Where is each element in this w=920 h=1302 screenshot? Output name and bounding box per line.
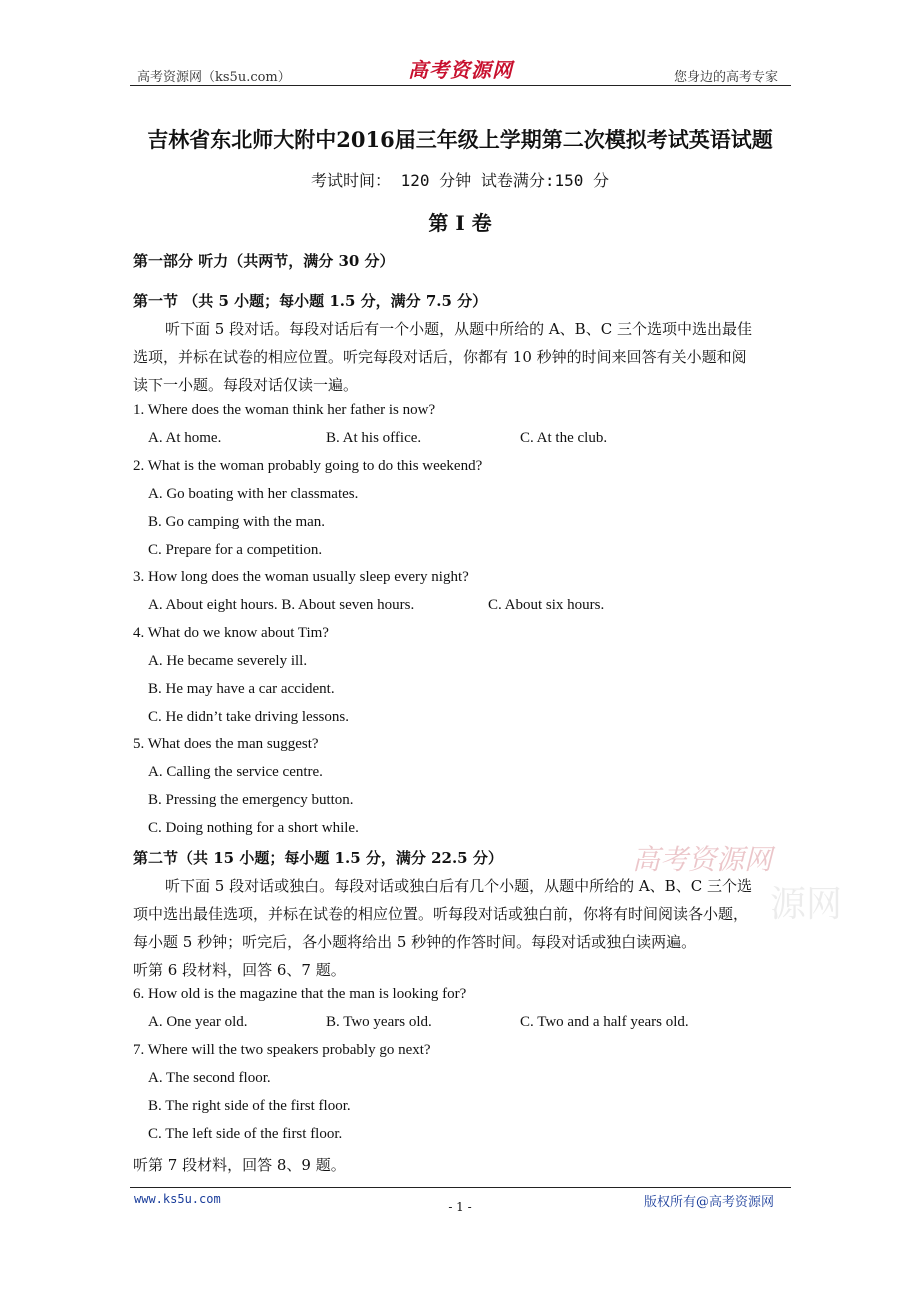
- option-b: B. He may have a car accident.: [148, 681, 335, 697]
- page-number: - 1 -: [448, 1200, 472, 1214]
- option-a: A. Go boating with her classmates.: [148, 486, 359, 502]
- header-site-name: 高考资源网（ks5u.com）: [137, 70, 291, 85]
- section1-instruction-line: 读下一小题。每段对话仅读一遍。: [133, 376, 359, 394]
- question-text: 5. What does the man suggest?: [133, 736, 319, 752]
- header-divider: [130, 85, 791, 86]
- question-text: 2. What is the woman probably going to do this weekend?: [133, 458, 483, 474]
- section1-heading: 第一节 （共 5 小题；每小题 1.5 分，满分 7.5 分）: [133, 292, 488, 310]
- option-a: A. The second floor.: [148, 1070, 271, 1086]
- section1-instruction-line: 选项，并标在试卷的相应位置。听完每段对话后，你都有 10 秒钟的时间来回答有关小题和阅: [133, 348, 747, 366]
- question-text: 1. Where does the woman think her father is now?: [133, 402, 436, 418]
- question-text: 4. What do we know about Tim?: [133, 625, 329, 641]
- option-b: B. Two years old.: [326, 1014, 432, 1030]
- question-text: 7. Where will the two speakers probably go next?: [133, 1042, 431, 1058]
- header-logo: 高考资源网: [408, 58, 513, 82]
- option-a: A. At home.: [148, 430, 222, 446]
- option-a: A. He became severely ill.: [148, 653, 308, 669]
- option-a: A. Calling the service centre.: [148, 764, 323, 780]
- part1-heading: 第一部分 听力（共两节，满分 30 分）: [133, 252, 395, 270]
- option-c: C. Doing nothing for a short while.: [148, 820, 359, 836]
- option-c: C. Two and a half years old.: [520, 1014, 689, 1030]
- option-a-b: A. About eight hours. B. About seven hours.: [148, 597, 415, 613]
- footer-copyright: 版权所有@高考资源网: [644, 1195, 775, 1210]
- option-c: C. Prepare for a competition.: [148, 542, 323, 558]
- section2-instruction-line: 听下面 5 段对话或独白。每段对话或独白后有几个小题，从题中所给的 A、B、C 三个选: [165, 877, 752, 895]
- exam-title: 吉林省东北师大附中2016届三年级上学期第二次模拟考试英语试题: [147, 127, 773, 152]
- option-b: B. The right side of the first floor.: [148, 1098, 351, 1114]
- volume-heading: 第 I 卷: [428, 211, 492, 235]
- section2-heading: 第二节（共 15 小题；每小题 1.5 分，满分 22.5 分）: [133, 849, 503, 867]
- option-c: C. The left side of the first floor.: [148, 1126, 343, 1142]
- option-c: C. At the club.: [520, 430, 608, 446]
- material-note: 听第 7 段材料，回答 8、9 题。: [133, 1156, 346, 1174]
- option-b: B. Go camping with the man.: [148, 514, 326, 530]
- footer-divider: [130, 1187, 791, 1188]
- option-c: C. He didn’t take driving lessons.: [148, 709, 349, 725]
- section1-instruction-line: 听下面 5 段对话。每段对话后有一个小题，从题中所给的 A、B、C 三个选项中选出最佳: [165, 320, 752, 338]
- question-text: 3. How long does the woman usually sleep every night?: [133, 569, 469, 585]
- exam-subtitle: 考试时间： 120 分钟 试卷满分:150 分: [311, 171, 609, 190]
- watermark-logo: 高考资源网: [632, 843, 773, 876]
- footer-url-link[interactable]: www.ks5u.com: [134, 1192, 221, 1206]
- option-c: C. About six hours.: [488, 597, 605, 613]
- watermark-text: 源网: [770, 884, 843, 925]
- option-b: B. Pressing the emergency button.: [148, 792, 354, 808]
- material-note: 听第 6 段材料，回答 6、7 题。: [133, 961, 346, 979]
- section2-instruction-line: 每小题 5 秒钟；听完后，各小题将给出 5 秒钟的作答时间。每段对话或独白读两遍。: [133, 933, 697, 951]
- option-a: A. One year old.: [148, 1014, 248, 1030]
- header-slogan: 您身边的高考专家: [674, 70, 779, 85]
- option-b: B. At his office.: [326, 430, 422, 446]
- question-text: 6. How old is the magazine that the man is looking for?: [133, 986, 467, 1002]
- section2-instruction-line: 项中选出最佳选项，并标在试卷的相应位置。听每段对话或独白前，你将有时间阅读各小题，: [133, 905, 749, 923]
